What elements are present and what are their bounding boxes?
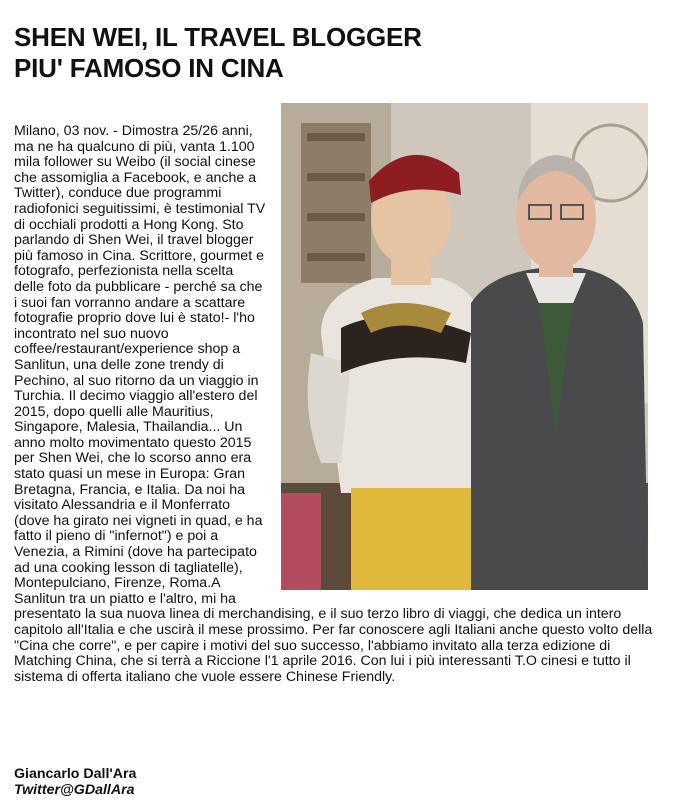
headline-line-2: PIU' FAMOSO IN CINA: [14, 53, 284, 83]
article-headline: [14, 22, 654, 84]
article-body-text: Milano, 03 nov. - Dimostra 25/26 anni, ma ne ha qualcuno di più, vanta 1.100 mila follower su Weibo (il social cinese che assomiglia a Facebook, e anche a Twitter), conduce due programmi radiofonici seguitissimi, è testimonial TV di occhiali prodotti a Hong Kong. Sto parlando di Shen Wei, il travel blogger più famoso in Cina. Scrittore, gourmet e fotografo, perfezionista nella scelta delle foto da pubblicare - perché sa che i suoi fan vorranno andare a scattare fotografie proprio dove lui è stato!- l'ho incontrato nel suo nuovo coffee/restaurant/experience shop a Sanlitun, una delle zone trendy di Pechino, al suo ritorno da un viaggio in Turchia. Il decimo viaggio all'estero del 2015, dopo quelli alle Mauritius, Singapore, Malesia, Thailandia... Un anno molto movimentato questo 2015 per Shen Wei, che lo scorso anno era stato quasi un mese in Europa: Gran Bretagna, Francia, e Italia. Da noi ha visitato Alessandria e il Monferrato (dove ha girato nei vigneti in quad, e ha fatto il pieno di "infernot") e poi a Venezia, a Rimini (dove ha partecipato ad una cooking lesson di tagliatelle), Montepulciano, Firenze, Roma.A Sanlitun tra un piatto e l'altro, mi ha presentato la sua nuova linea di merchandising, e il suo terzo libro di viaggi, che dedica un intero capitolo all'Italia e che uscirà il mese prossimo. Per far conoscere agli Italiani anche questo volto della "Cina che corre", e per capire i motivi del suo successo, l'abbiamo invitato alla terza edizione di Matching China, che si terrà a Riccione l'1 aprile 2016. Con lui i più interessanti T.O cinesi e tutto il sistema di offerta italiano che vuole essere Chinese Friendly.: [14, 123, 653, 685]
headline-line-1: SHEN WEI, IL TRAVEL BLOGGER: [14, 22, 422, 52]
author-name: Giancarlo Dall'Ara: [14, 766, 137, 782]
author-twitter-handle: Twitter@GDallAra: [14, 781, 135, 798]
article-body: [14, 124, 664, 685]
photo-placeholder: [267, 124, 664, 600]
author-signature: [14, 767, 136, 798]
